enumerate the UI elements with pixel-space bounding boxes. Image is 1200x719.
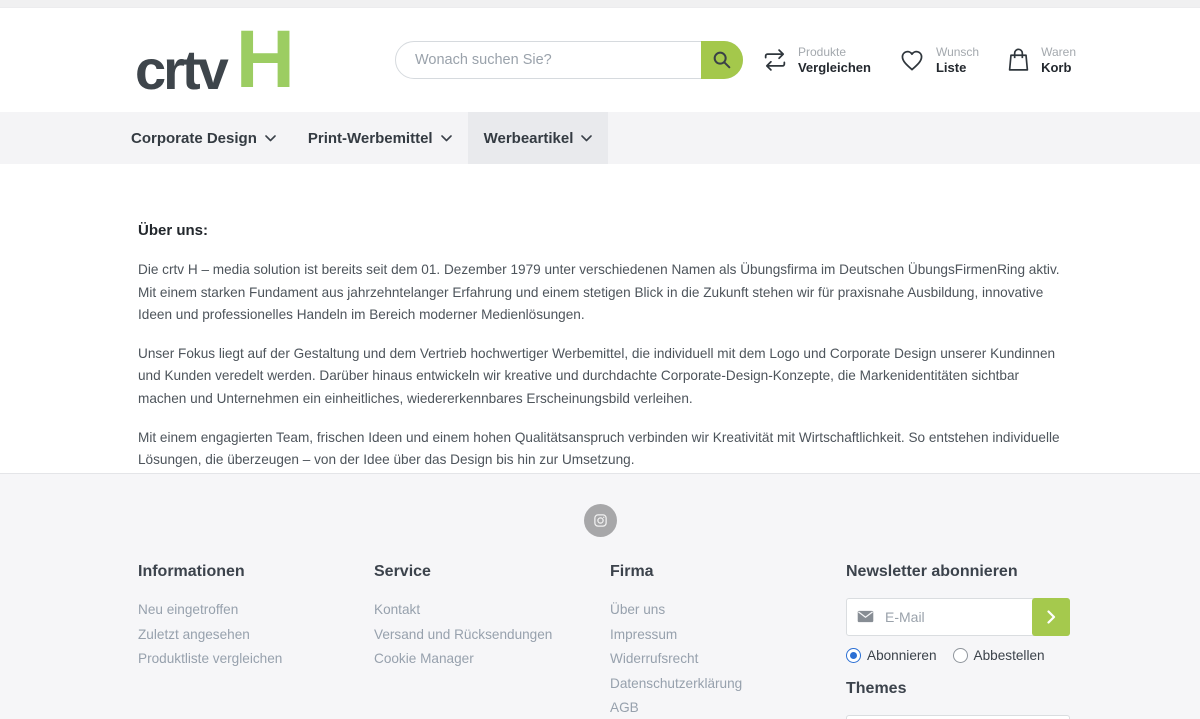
chevron-down-icon — [265, 135, 276, 142]
nav-label: Print-Werbemittel — [307, 129, 433, 147]
envelope-icon — [857, 609, 874, 624]
about-paragraph-1: Die crtv H – media solution ist bereits seit dem 01. Dezember 1979 unter verschiedenen Namen als Übungsfirma im Deutschen ÜbungsFirmenRing aktiv. Mit einem starken Fundament aus jahrzehntelanger Erfahrung und einem stetigen Blick in die Zukunft stehen wir für praxisnahe Ausbildung, innovative Ideen und professionelles Handeln im Bereich moderner Medienlösungen. — [138, 262, 1060, 323]
chevron-down-icon — [581, 135, 592, 142]
radio-unselected-icon — [953, 648, 968, 663]
newsletter-title: Newsletter abonnieren — [846, 563, 1018, 580]
footer-link-datenschutz[interactable]: Datenschutzerklärung — [610, 675, 743, 691]
nav-item-print-werbemittel[interactable] — [292, 112, 468, 164]
logo-accent: H — [235, 14, 295, 106]
newsletter-section — [846, 563, 1070, 719]
footer-link-ueber-uns[interactable]: Über uns — [610, 602, 666, 617]
newsletter-radio-group — [846, 648, 1070, 663]
footer-col-title: Informationen — [138, 563, 245, 580]
footer-link-cookie-manager[interactable]: Cookie Manager — [374, 651, 474, 667]
footer-link-zuletzt-angesehen[interactable]: Zuletzt angesehen — [138, 626, 250, 642]
heart-icon — [897, 46, 927, 74]
themes-title: Themes — [846, 680, 907, 697]
nav-item-werbeartikel[interactable] — [468, 112, 609, 164]
search-bar — [395, 41, 743, 79]
wishlist-link[interactable] — [897, 45, 979, 75]
top-strip — [0, 0, 1200, 8]
footer-col-informationen — [138, 563, 374, 719]
radio-abonnieren[interactable] — [846, 648, 937, 663]
cart-link[interactable] — [1005, 45, 1076, 75]
about-section — [0, 164, 1200, 473]
footer-col-title: Firma — [610, 563, 654, 580]
about-paragraph-2: Unser Fokus liegt auf der Gestaltung und dem Vertrieb hochwertiger Werbemittel, die individuell mit dem Logo und Corporate Design unserer Kundinnen und Kunden veredelt werden. Darüber hinaus entwickeln wir kreative und durchdachte Corporate-Design-Konzepte, die Markenidentitäten sichtbar machen und Unternehmen ein einheitliches, wiedererkennbares Erscheinungsbild verleihen. — [138, 345, 1056, 406]
search-icon — [711, 49, 733, 71]
newsletter-submit-button[interactable] — [1032, 598, 1070, 636]
footer-link-agb[interactable]: AGB — [610, 700, 639, 716]
search-button[interactable] — [701, 41, 743, 79]
footer-columns — [124, 563, 1076, 719]
wishlist-label-top: Wunsch — [935, 45, 980, 59]
nav-item-corporate-design[interactable] — [124, 112, 292, 164]
wishlist-label-bottom: Liste — [935, 60, 967, 75]
radio-abbestellen-label: Abbestellen — [973, 648, 1045, 663]
radio-abonnieren-label: Abonnieren — [867, 648, 937, 663]
footer-col-title: Service — [374, 563, 431, 580]
themes-select[interactable] — [846, 715, 1070, 719]
newsletter-input-group — [846, 598, 1070, 636]
header-actions — [761, 45, 1076, 75]
footer-link-impressum[interactable]: Impressum — [610, 626, 678, 642]
footer-link-kontakt[interactable]: Kontakt — [374, 602, 421, 617]
cart-label-bottom: Korb — [1041, 60, 1072, 75]
site-footer — [0, 473, 1200, 719]
nav-label: Werbeartikel — [483, 129, 574, 147]
footer-col-service — [374, 563, 610, 719]
radio-abbestellen[interactable] — [953, 648, 1045, 663]
bag-icon — [1005, 46, 1032, 74]
compare-link[interactable] — [761, 45, 871, 75]
radio-selected-icon — [846, 648, 861, 663]
instagram-icon — [593, 513, 608, 528]
footer-link-neu-eingetroffen[interactable]: Neu eingetroffen — [138, 602, 239, 617]
about-paragraph-3: Mit einem engagierten Team, frischen Ideen und einem hohen Qualitätsanspruch verbinden wir Kreativität mit Wirtschaftlichkeit. So entstehen individuelle Lösungen, die überzeugen – von der Idee über das Design bis hin zur Umsetzung. — [138, 429, 1060, 468]
footer-link-produktliste-vergleichen[interactable]: Produktliste vergleichen — [138, 651, 283, 667]
compare-label-top: Produkte — [797, 45, 846, 59]
chevron-right-icon — [1047, 610, 1056, 624]
footer-link-versand[interactable]: Versand und Rücksendungen — [374, 626, 553, 642]
footer-link-widerrufsrecht[interactable]: Widerrufsrecht — [610, 651, 699, 667]
search-input[interactable] — [395, 41, 743, 79]
chevron-down-icon — [441, 135, 452, 142]
instagram-button[interactable] — [584, 504, 617, 537]
logo-text: crtv — [135, 38, 226, 102]
logo[interactable] — [135, 14, 295, 106]
site-header — [0, 8, 1200, 112]
compare-label-bottom: Vergleichen — [797, 60, 871, 75]
social-row — [0, 474, 1200, 537]
nav-label: Corporate Design — [131, 129, 257, 147]
compare-icon — [761, 46, 789, 74]
page-title: Über uns: — [138, 222, 209, 239]
footer-col-firma — [610, 563, 846, 719]
main-nav — [0, 112, 1200, 164]
cart-label-top: Waren — [1041, 45, 1076, 59]
